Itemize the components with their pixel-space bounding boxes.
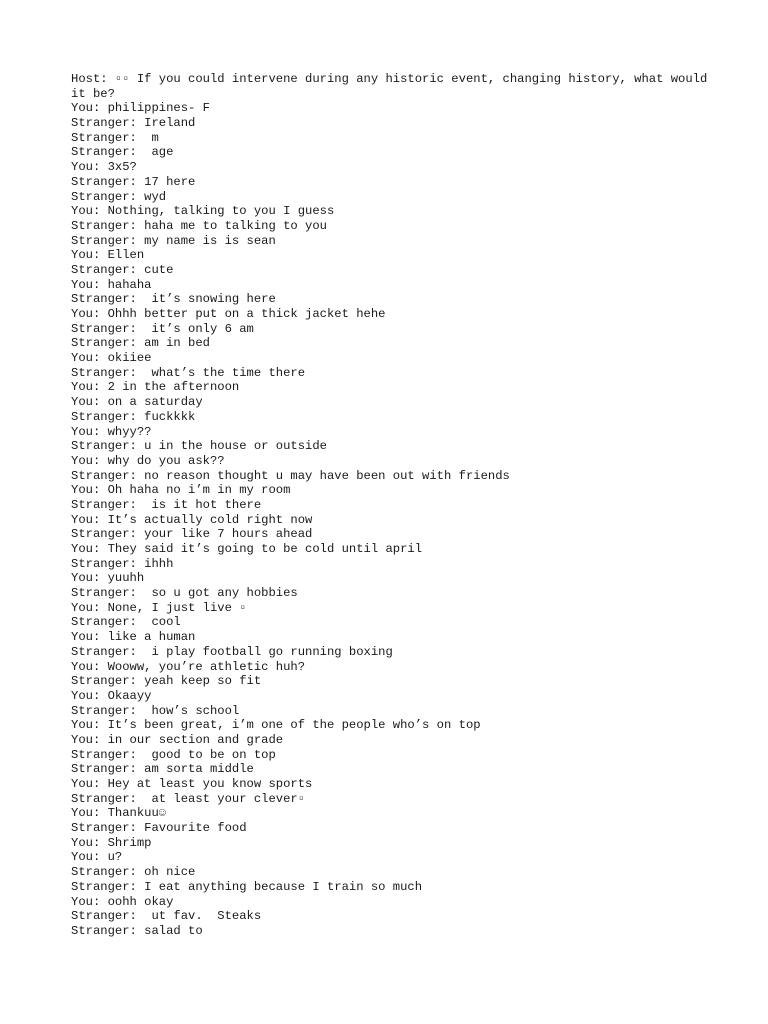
transcript-line: Stranger: age <box>71 145 174 160</box>
transcript-line: Host: ▫▫ If you could intervene during any historic event, changing history, what would it be? <box>71 72 715 101</box>
transcript-line: You: Wooww, you’re athletic huh? <box>71 659 306 674</box>
transcript-line: Stranger: Ireland <box>71 116 196 131</box>
transcript-line: Stranger: so u got any hobbies <box>71 586 298 601</box>
transcript-line: You: 2 in the afternoon <box>71 380 240 395</box>
transcript-line: You: They said it’s going to be cold until april <box>71 542 423 556</box>
transcript-line: Stranger: ihhh <box>71 556 174 571</box>
transcript-line: You: It’s actually cold right now <box>71 512 313 527</box>
transcript-line: Stranger: how’s school <box>71 703 240 718</box>
transcript-line: Stranger: I eat anything because I train so much <box>71 879 423 894</box>
transcript-line: Stranger: ut fav. Steaks <box>71 909 262 924</box>
transcript-line: You: Hey at least you know sports <box>71 777 313 791</box>
transcript-line: You: Ellen <box>71 248 145 263</box>
transcript-line: Stranger: yeah keep so fit <box>71 674 262 689</box>
transcript-line: You: philippines- F <box>71 101 210 116</box>
transcript-line: You: Thankuu☺ <box>71 806 167 821</box>
transcript-line: You: u? <box>71 850 123 865</box>
transcript-line: You: like a human <box>71 630 196 645</box>
transcript-line: Stranger: oh nice <box>71 865 196 880</box>
transcript-line: Stranger: cool <box>71 615 181 630</box>
transcript-line: Stranger: am sorta middle <box>71 762 254 777</box>
transcript-line: You: yuuhh <box>71 571 145 586</box>
chat-transcript <box>71 72 715 939</box>
transcript-line: You: Oh haha no i’m in my room <box>71 483 291 498</box>
transcript-line: You: It’s been great, i’m one of the people who’s on top <box>71 718 481 733</box>
transcript-line: You: 3x5? <box>71 160 137 175</box>
transcript-line: Stranger: my name is is sean <box>71 233 276 248</box>
transcript-line: Stranger: fuckkkk <box>71 409 196 424</box>
transcript-line: Stranger: Favourite food <box>71 821 247 836</box>
transcript-line: You: okiiee <box>71 351 152 366</box>
transcript-line: You: Okaayy <box>71 688 152 703</box>
transcript-line: Stranger: cute <box>71 262 174 277</box>
transcript-line: You: oohh okay <box>71 894 174 909</box>
transcript-line: You: on a saturday <box>71 395 203 410</box>
transcript-line: Stranger: at least your clever▫ <box>71 791 306 806</box>
transcript-line: You: Nothing, talking to you I guess <box>71 204 335 219</box>
transcript-line: You: None, I just live ▫ <box>71 600 247 615</box>
transcript-line: Stranger: i play football go running boxing <box>71 644 393 659</box>
transcript-line: You: in our section and grade <box>71 732 284 747</box>
transcript-line: Stranger: u in the house or outside <box>71 439 327 454</box>
transcript-line: Stranger: haha me to talking to you <box>71 218 327 233</box>
transcript-line: You: Shrimp <box>71 835 152 850</box>
transcript-line: Stranger: wyd <box>71 189 167 204</box>
transcript-line: Stranger: is it hot there <box>71 497 262 512</box>
transcript-line: Stranger: am in bed <box>71 336 210 351</box>
transcript-line: You: whyy?? <box>71 424 152 439</box>
transcript-line: Stranger: no reason thought u may have been out with friends <box>71 468 510 483</box>
transcript-line: You: Ohhh better put on a thick jacket hehe <box>71 307 386 321</box>
transcript-line: Stranger: it’s only 6 am <box>71 321 254 336</box>
transcript-line: Stranger: 17 here <box>71 174 196 189</box>
transcript-line: Stranger: good to be on top <box>71 747 276 762</box>
transcript-line: Stranger: what’s the time there <box>71 365 306 380</box>
transcript-line: Stranger: it’s snowing here <box>71 292 276 307</box>
transcript-line: You: hahaha <box>71 277 152 292</box>
transcript-line: Stranger: your like 7 hours ahead <box>71 527 313 542</box>
transcript-line: Stranger: m <box>71 130 159 145</box>
transcript-line: You: why do you ask?? <box>71 453 225 468</box>
transcript-line: Stranger: salad to <box>71 923 203 938</box>
